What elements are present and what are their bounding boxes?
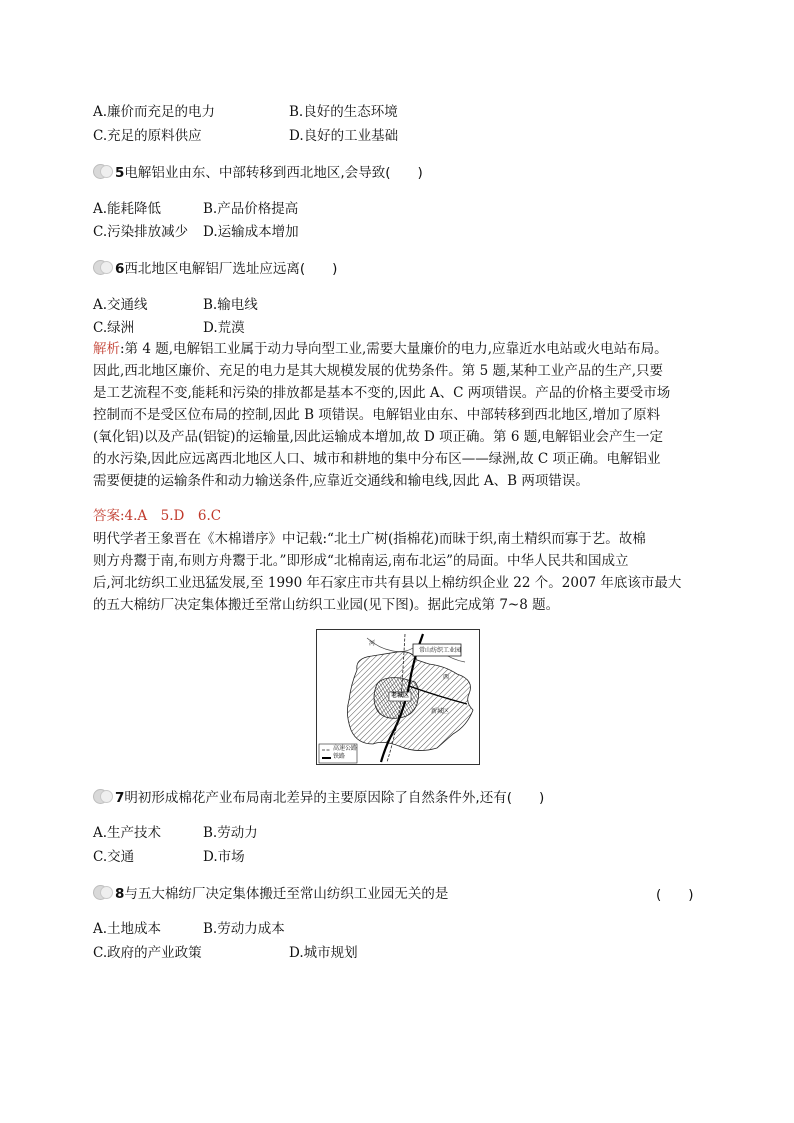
q6-option-a: A.交通线 bbox=[93, 297, 148, 313]
q4-option-d: D.良好的工业基础 bbox=[289, 128, 399, 144]
question-stem: 与五大棉纺厂决定集体搬迁至常山纺织工业园无关的是 bbox=[124, 886, 449, 902]
q6-option-c: C.绿洲 bbox=[93, 320, 135, 336]
analysis-block bbox=[93, 338, 708, 492]
analysis-line: 需要便捷的运输条件和动力输送条件,应靠近交通线和输电线,因此 A、B 两项错误。 bbox=[93, 473, 589, 489]
passage-line: 则方舟鬻于南,布则方舟鬻于北。”即形成“北棉南运,南布北运”的局面。中华人民共和国成立 bbox=[93, 553, 629, 569]
q5-option-c: C.污染排放减少 bbox=[93, 224, 189, 240]
q6-option-b: B.输电线 bbox=[203, 297, 258, 313]
answer-line bbox=[93, 505, 708, 527]
q6-option-d: D.荒漠 bbox=[203, 320, 245, 336]
q4-option-b: B.良好的生态环境 bbox=[289, 104, 398, 120]
map-figure bbox=[316, 629, 480, 765]
question-number: 5 bbox=[115, 165, 125, 181]
question-7 bbox=[93, 785, 544, 807]
q7-option-a: A.生产技术 bbox=[93, 825, 162, 841]
map-label-new-city: 新城区 bbox=[431, 708, 450, 715]
q7-option-b: B.劳动力 bbox=[203, 825, 258, 841]
analysis-line: 是工艺流程不变,能耗和污染的排放都是基本不变的,因此 A、C 两项错误。产品的价格主要受市场 bbox=[93, 385, 671, 401]
q8-option-d: D.城市规划 bbox=[289, 945, 358, 961]
q8-option-c: C.政府的产业政策 bbox=[93, 945, 202, 961]
question-5 bbox=[93, 160, 423, 182]
analysis-line: 因此,西北地区廉价、充足的电力是其大规模发展的优势条件。第 5 题,某种工业产品的生产,只要 bbox=[93, 363, 664, 379]
legend-rail-label: 铁路 bbox=[333, 753, 346, 760]
q7-option-c: C.交通 bbox=[93, 849, 135, 865]
question-bullet-icon bbox=[93, 789, 113, 803]
question-stem: 西北地区电解铝厂选址应远离( ) bbox=[124, 261, 338, 277]
question-number: 7 bbox=[115, 790, 125, 806]
q5-option-b: B.产品价格提高 bbox=[203, 201, 299, 217]
passage-line: 的五大棉纺厂决定集体搬迁至常山纺织工业园(见下图)。据此完成第 7~8 题。 bbox=[93, 597, 560, 613]
question-number: 6 bbox=[115, 261, 125, 277]
q8-option-a: A.土地成本 bbox=[93, 921, 162, 937]
q4-option-c: C.充足的原料供应 bbox=[93, 128, 202, 144]
q8-option-b: B.劳动力成本 bbox=[203, 921, 285, 937]
q5-option-d: D.运输成本增加 bbox=[203, 224, 299, 240]
passage-block bbox=[93, 528, 708, 616]
q8-answer-paren: ( ) bbox=[656, 887, 694, 903]
analysis-line: 控制而不是受区位布局的控制,因此 B 项错误。电解铝业由东、中部转移到西北地区,增加了原料 bbox=[93, 407, 661, 423]
question-bullet-icon bbox=[93, 164, 113, 178]
map-label-river: 河 bbox=[369, 640, 376, 647]
passage-line: 明代学者王象晋在《木棉谱序》中记载:“北土广树(指棉花)而昧于织,南土精织而寡于艺。故棉 bbox=[93, 531, 646, 547]
answer-label: 答案 bbox=[93, 508, 120, 524]
question-stem: 明初形成棉花产业布局南北差异的主要原因除了自然条件外,还有( ) bbox=[124, 790, 545, 806]
map-label-park: 常山纺织工业园 bbox=[419, 647, 462, 654]
passage-line: 后,河北纺织工业迅猛发展,至 1990 年石家庄市共有县以上棉纺织企业 22 个。2007 年底该市最大 bbox=[93, 575, 682, 591]
analysis-label: 解析 bbox=[93, 341, 120, 357]
map-label-west: 西 bbox=[443, 674, 450, 681]
analysis-line: (氧化铝)以及产品(铝锭)的运输量,因此运输成本增加,故 D 项正确。第 6 题,电解铝业会产生一定 bbox=[93, 429, 664, 445]
question-stem: 电解铝业由东、中部转移到西北地区,会导致( ) bbox=[124, 165, 423, 181]
map-label-old-city: 老城区 bbox=[391, 692, 410, 699]
question-bullet-icon bbox=[93, 260, 113, 274]
question-bullet-icon bbox=[93, 885, 113, 899]
question-6 bbox=[93, 256, 337, 278]
question-number: 8 bbox=[115, 886, 125, 902]
question-8 bbox=[93, 881, 448, 903]
analysis-line: 的水污染,因此应远离西北地区人口、城市和耕地的集中分布区——绿洲,故 C 项正确。电解铝业 bbox=[93, 451, 661, 467]
q4-option-a: A.廉价而充足的电力 bbox=[93, 104, 216, 120]
q5-option-a: A.能耗降低 bbox=[93, 201, 162, 217]
legend-road-label: 高速公路 bbox=[333, 745, 358, 752]
analysis-line: 解析:第 4 题,电解铝工业属于动力导向型工业,需要大量廉价的电力,应靠近水电站或火电站布局。 bbox=[93, 341, 668, 357]
q7-option-d: D.市场 bbox=[203, 849, 245, 865]
answer-text: :4.A 5.D 6.C bbox=[120, 508, 222, 524]
